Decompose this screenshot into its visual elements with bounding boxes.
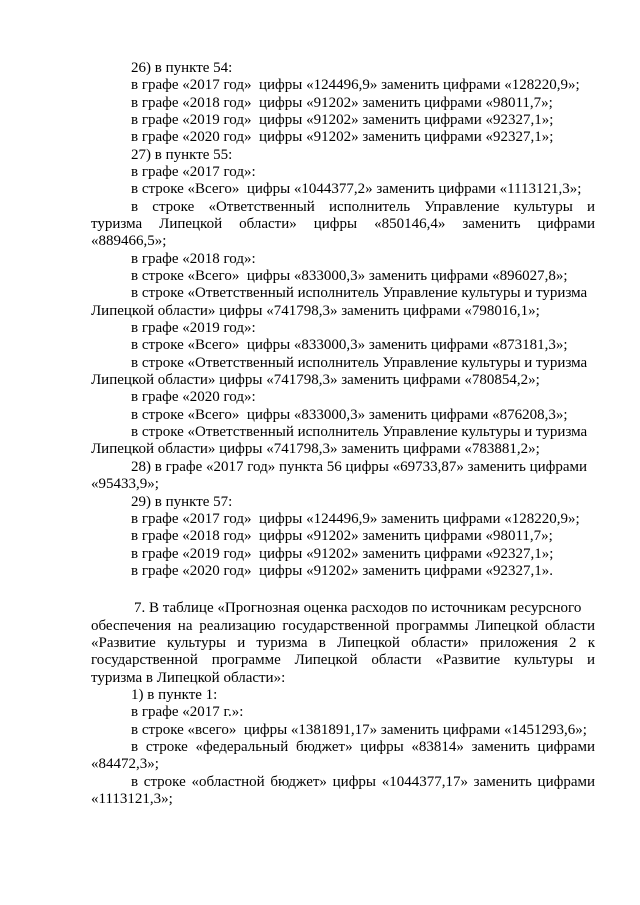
text-line: Липецкой области» цифры «741798,3» заменить цифрами «783881,2»; [91, 441, 540, 457]
text-line: в графе «2019 год» цифры «91202» заменить цифрами «92327,1»; [131, 112, 554, 128]
text-line: 26) в пункте 54: [131, 60, 233, 76]
text-line: обеспечения на реализацию государственной программы Липецкой области [91, 618, 595, 634]
text-line: в графе «2018 год» цифры «91202» заменить цифрами «98011,7»; [131, 95, 553, 111]
text-line: в графе «2018 год»: [131, 251, 256, 267]
text-line: «84472,3»; [91, 756, 159, 772]
text-line: в строке «всего» цифры «1381891,17» заменить цифрами «1451293,6»; [131, 722, 587, 738]
text-line: в строке «Ответственный исполнитель Управление культуры и туризма [131, 424, 588, 440]
text-line: туризма Липецкой области» цифры «850146,4» заменить цифрами [91, 216, 595, 232]
text-line: в графе «2017 год» цифры «124496,9» заменить цифрами «128220,9»; [131, 77, 580, 93]
text-line: «889466,5»; [91, 233, 167, 249]
text-line: Липецкой области» цифры «741798,3» заменить цифрами «798016,1»; [91, 303, 540, 319]
text-line: в строке «Всего» цифры «833000,3» заменить цифрами «896027,8»; [131, 268, 568, 284]
text-line: в строке «федеральный бюджет» цифры «83814» заменить цифрами [131, 739, 595, 755]
text-line: в графе «2020 год» цифры «91202» заменить цифрами «92327,1»; [131, 129, 554, 145]
text-line: 7. В таблице «Прогнозная оценка расходов по источникам ресурсного [134, 600, 582, 616]
text-line: «95433,9»; [91, 476, 159, 492]
text-line: в графе «2017 г.»: [131, 704, 244, 720]
text-line: государственной программе Липецкой области «Развитие культуры и [91, 652, 595, 668]
text-line: в строке «областной бюджет» цифры «1044377,17» заменить цифрами [131, 774, 595, 790]
text-line: 28) в графе «2017 год» пункта 56 цифры «69733,87» заменить цифрами [131, 459, 588, 475]
text-line: в графе «2020 год»: [131, 389, 256, 405]
text-line: в строке «Ответственный исполнитель Управление культуры и туризма [131, 285, 588, 301]
text-line: в строке «Всего» цифры «1044377,2» заменить цифрами «1113121,3»; [131, 181, 582, 197]
text-line: 29) в пункте 57: [131, 494, 233, 510]
text-line: 1) в пункте 1: [131, 687, 218, 703]
text-line: в графе «2020 год» цифры «91202» заменить цифрами «92327,1». [131, 563, 553, 579]
text-line: «1113121,3»; [91, 791, 173, 807]
text-line: в графе «2019 год»: [131, 320, 256, 336]
text-line: «Развитие культуры и туризма в Липецкой области» приложения 2 к [91, 635, 595, 651]
text-line: в строке «Ответственный исполнитель Управление культуры и [131, 199, 595, 215]
text-line: в строке «Ответственный исполнитель Управление культуры и туризма [131, 355, 588, 371]
text-line: 27) в пункте 55: [131, 147, 233, 163]
text-line: Липецкой области» цифры «741798,3» заменить цифрами «780854,2»; [91, 372, 540, 388]
text-line: в графе «2017 год»: [131, 164, 256, 180]
text-line: в графе «2017 год» цифры «124496,9» заменить цифрами «128220,9»; [131, 511, 580, 527]
text-line: в строке «Всего» цифры «833000,3» заменить цифрами «873181,3»; [131, 337, 568, 353]
text-line: в строке «Всего» цифры «833000,3» заменить цифрами «876208,3»; [131, 407, 568, 423]
text-line: в графе «2019 год» цифры «91202» заменить цифрами «92327,1»; [131, 546, 554, 562]
text-line: в графе «2018 год» цифры «91202» заменить цифрами «98011,7»; [131, 528, 553, 544]
text-line: туризма в Липецкой области»: [91, 670, 286, 686]
